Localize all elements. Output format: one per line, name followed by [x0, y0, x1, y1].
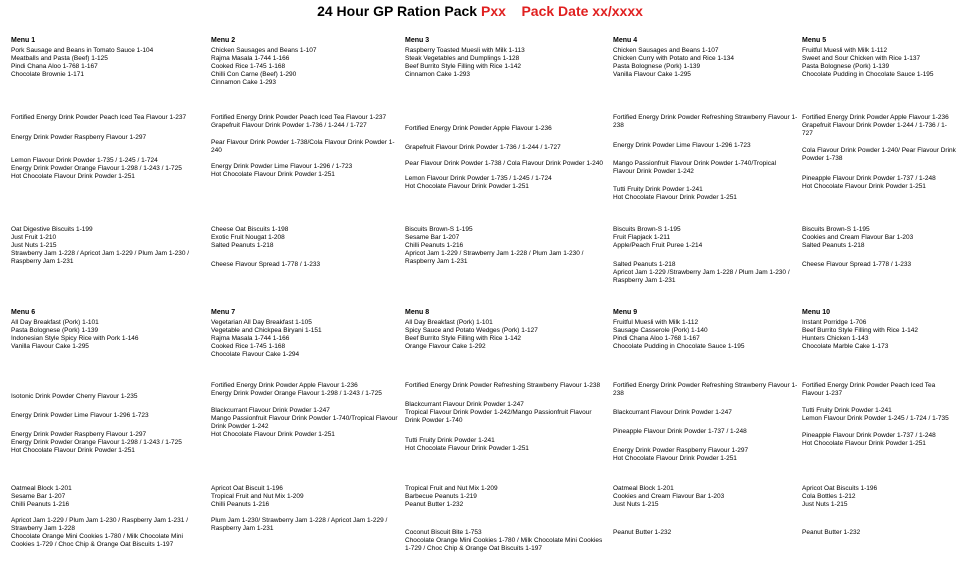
item: Tutti Fruity Drink Powder 1-241 [613, 186, 703, 193]
item: Lemon Flavour Drink Powder 1-735 / 1-245 / 1-724 [11, 157, 158, 164]
item: Fortified Energy Drink Powder Peach Iced Tea Flavour 1-237 [211, 114, 387, 121]
menu-2 [211, 36, 401, 268]
menu-9 [613, 308, 798, 536]
meals-section [11, 319, 201, 351]
menu-title: Menu 7 [211, 309, 236, 316]
item: Chilli Con Carne (Beef) 1-290 [211, 71, 297, 78]
menu-title: Menu 2 [211, 37, 236, 44]
item: Just Fruit 1-210 [11, 234, 57, 241]
item: Hot Chocolate Flavour Drink Powder 1-251 [802, 440, 926, 447]
item: Energy Drink Powder Raspberry Flavour 1-297 [11, 134, 147, 141]
menu-title: Menu 3 [405, 37, 430, 44]
menu-7 [211, 308, 401, 532]
item: Chicken Sausages and Beans 1-107 [613, 47, 719, 54]
item: Tropical Fruit and Nut Mix 1-209 [211, 493, 304, 500]
item: Orange Flavour Cake 1-292 [405, 343, 486, 350]
item: Chocolate Flavour Cake 1-294 [211, 351, 300, 358]
menu-title: Menu 5 [802, 37, 827, 44]
item: Tropical Flavour Drink Powder 1-242/Mango Passionfruit Flavour Drink Powder 1-740 [405, 409, 592, 424]
item: Isotonic Drink Powder Cherry Flavour 1-235 [11, 393, 138, 400]
drinks-section [405, 125, 605, 191]
item: Chocolate Brownie 1-171 [11, 71, 84, 78]
item: Chilli Peanuts 1-216 [405, 242, 464, 249]
menu-3 [405, 36, 605, 265]
item: Sesame Bar 1-207 [405, 234, 460, 241]
item: Cinnamon Cake 1-293 [405, 71, 471, 78]
item: Hot Chocolate Flavour Drink Powder 1-251 [11, 447, 135, 454]
item: Vegetable and Chickpea Biryani 1-151 [211, 327, 322, 334]
item: Energy Drink Powder Orange Flavour 1-298 / 1-243 / 1-725 [211, 390, 382, 397]
item: Chicken Sausages and Beans 1-107 [211, 47, 317, 54]
menu-title: Menu 8 [405, 309, 430, 316]
item: Apricot Jam 1-229 / Strawberry Jam 1-228 / Plum Jam 1-230 / Raspberry Jam 1-231 [405, 250, 584, 265]
item: Hot Chocolate Flavour Drink Powder 1-251 [613, 194, 737, 201]
item: Steak Vegetables and Dumplings 1-128 [405, 55, 520, 62]
item: All Day Breakfast (Pork) 1-101 [11, 319, 99, 326]
item: Indonesian Style Spicy Rice with Pork 1-146 [11, 335, 139, 342]
item: Grapefruit Flavour Drink Powder 1-736 / 1-244 / 1-727 [211, 122, 367, 129]
item: Hot Chocolate Flavour Drink Powder 1-251 [802, 183, 926, 190]
item: Cooked Rice 1-745 1-168 [211, 343, 286, 350]
item: Just Nuts 1-215 [613, 501, 659, 508]
meals-section [613, 319, 798, 351]
menu-8 [405, 308, 605, 552]
item: Rajma Masala 1-744 1-166 [211, 335, 290, 342]
item: Grapefruit Flavour Drink Powder 1-736 / 1-244 / 1-727 [405, 144, 561, 151]
item: Lemon Flavour Drink Powder 1-735 / 1-245 / 1-724 [405, 175, 552, 182]
item: Just Nuts 1-215 [802, 501, 848, 508]
item: Peanut Butter 1-232 [613, 529, 672, 536]
meals-section [802, 319, 957, 351]
item: Cola Flavour Drink Powder 1-240/ Pear Flavour Drink Powder 1-738 [802, 147, 956, 162]
item: Cinnamon Cake 1-293 [211, 79, 277, 86]
item: Oat Digestive Biscuits 1-199 [11, 226, 93, 233]
snacks-section [11, 485, 201, 549]
item: Chicken Curry with Potato and Rice 1-134 [613, 55, 735, 62]
item: Barbecue Peanuts 1-219 [405, 493, 477, 500]
drinks-section [613, 382, 798, 463]
item: Fortified Energy Drink Powder Refreshing Strawberry Flavour 1-238 [405, 382, 601, 389]
item: Hot Chocolate Flavour Drink Powder 1-251 [405, 445, 529, 452]
drinks-section [211, 114, 401, 179]
item: Cola Bottles 1-212 [802, 493, 856, 500]
item: Salted Peanuts 1-218 [802, 242, 865, 249]
item: Fruitful Muesli with Milk 1-112 [613, 319, 699, 326]
item: Salted Peanuts 1-218 [613, 261, 676, 268]
item: Spicy Sauce and Potato Wedges (Pork) 1-127 [405, 327, 538, 334]
item: Meatballs and Pasta (Beef) 1-125 [11, 55, 108, 62]
item: Tutti Fruity Drink Powder 1-241 [802, 407, 892, 414]
item: Just Nuts 1-215 [11, 242, 57, 249]
drinks-section [802, 114, 957, 191]
item: Fortified Energy Drink Powder Peach Iced Tea Flavour 1-237 [802, 382, 936, 397]
item: Energy Drink Powder Lime Flavour 1-296 1-723 [613, 142, 751, 149]
item: Cooked Rice 1-745 1-168 [211, 63, 286, 70]
item: Pear Flavour Drink Powder 1-738/Cola Flavour Drink Powder 1-240 [211, 139, 395, 154]
menu-title: Menu 6 [11, 309, 36, 316]
menu-4 [613, 36, 798, 284]
item: Mango Passionfruit Flavour Drink Powder 1-740/Tropical Flavour Drink Powder 1-242 [211, 415, 398, 430]
item: Energy Drink Powder Lime Flavour 1-296 1-723 [11, 412, 149, 419]
item: Apricot Oat Biscuits 1-196 [802, 485, 878, 492]
drinks-section [802, 382, 957, 448]
item: Blackcurrant Flavour Drink Powder 1-247 [405, 401, 524, 408]
item: Fortified Energy Drink Powder Refreshing Strawberry Flavour 1-238 [613, 382, 798, 397]
item: Sausage Casserole (Pork) 1-140 [613, 327, 708, 334]
item: Beef Burrito Style Filling with Rice 1-142 [802, 327, 918, 334]
item: Vanilla Flavour Cake 1-295 [11, 343, 89, 350]
meals-section [613, 47, 798, 79]
item: Oatmeal Block 1-201 [613, 485, 674, 492]
item: Mango Passionfruit Flavour Drink Powder 1-740/Tropical Flavour Drink Powder 1-242 [613, 160, 777, 175]
snacks-section [405, 485, 605, 553]
menu-10 [802, 308, 957, 536]
item: Biscuits Brown-S 1-195 [802, 226, 870, 233]
drinks-section [211, 382, 401, 439]
item: Pineapple Flavour Drink Powder 1-737 / 1-248 [613, 428, 747, 435]
menu-title: Menu 10 [802, 309, 831, 316]
item: Rajma Masala 1-744 1-166 [211, 55, 290, 62]
item: Chilli Peanuts 1-216 [11, 501, 70, 508]
item: Pork Sausage and Beans in Tomato Sauce 1-104 [11, 47, 154, 54]
item: Hunters Chicken 1-143 [802, 335, 869, 342]
item: Exotic Fruit Nougat 1-208 [211, 234, 285, 241]
item: Chocolate Pudding in Chocolate Sauce 1-195 [613, 343, 745, 350]
meals-section [405, 319, 605, 351]
snacks-section [11, 226, 201, 266]
item: Salted Peanuts 1-218 [211, 242, 274, 249]
meals-section [211, 319, 401, 359]
page-title [0, 2, 960, 20]
drinks-section [11, 114, 201, 181]
item: Apricot Jam 1-229 / Plum Jam 1-230 / Raspberry Jam 1-231 / Strawberry Jam 1-228 [11, 517, 189, 532]
snacks-section [613, 485, 798, 537]
item: Fortified Energy Drink Powder Peach Iced Tea Flavour 1-237 [11, 114, 187, 121]
snacks-section [211, 485, 401, 533]
item: Peanut Butter 1-232 [405, 501, 464, 508]
item: Pindi Chana Aloo 1-768 1-167 [11, 63, 98, 70]
menu-title: Menu 9 [613, 309, 638, 316]
pack-date: Pack Date xx/xxxx [521, 3, 643, 19]
snacks-section [211, 226, 401, 269]
item: Pasta Bolognese (Pork) 1-139 [11, 327, 99, 334]
item: Strawberry Jam 1-228 / Apricot Jam 1-229 / Plum Jam 1-230 / Raspberry Jam 1-231 [11, 250, 190, 265]
item: Hot Chocolate Flavour Drink Powder 1-251 [211, 431, 335, 438]
item: Oatmeal Block 1-201 [11, 485, 72, 492]
item: Beef Burrito Style Filling with Rice 1-142 [405, 63, 521, 70]
meals-section [11, 47, 201, 79]
menu-title: Menu 4 [613, 37, 638, 44]
item: Fruitful Muesli with Milk 1-112 [802, 47, 888, 54]
snacks-section [613, 226, 798, 285]
item: Chilli Peanuts 1-216 [211, 501, 270, 508]
title-text: 24 Hour GP Ration Pack [317, 3, 478, 19]
item: Apple/Peach Fruit Puree 1-214 [613, 242, 703, 249]
item: Energy Drink Powder Lime Flavour 1-296 / 1-723 [211, 163, 353, 170]
item: Fortified Energy Drink Powder Apple Flavour 1-236 [802, 114, 949, 121]
item: Apricot Jam 1-229 /Strawberry Jam 1-228 / Plum Jam 1-230 / Raspberry Jam 1-231 [613, 269, 790, 284]
item: Tutti Fruity Drink Powder 1-241 [405, 437, 495, 444]
drinks-section [613, 114, 798, 202]
item: Beef Burrito Style Filling with Rice 1-142 [405, 335, 521, 342]
menu-5 [802, 36, 957, 268]
item: Sesame Bar 1-207 [11, 493, 66, 500]
item: Cheese Oat Biscuits 1-198 [211, 226, 289, 233]
item: Chocolate Orange Mini Cookies 1-780 / Milk Chocolate Mini Cookies 1-729 / Choc Chip & Orange Oat Biscuits 1-197 [405, 537, 603, 552]
item: Chocolate Orange Mini Cookies 1-780 / Milk Chocolate Mini Cookies 1-729 / Choc Chip & Orange Oat Biscuits 1-197 [11, 533, 183, 548]
item: Sweet and Sour Chicken with Rice 1-137 [802, 55, 921, 62]
item: Peanut Butter 1-232 [802, 529, 861, 536]
item: Hot Chocolate Flavour Drink Powder 1-251 [405, 183, 529, 190]
item: Fortified Energy Drink Powder Apple Flavour 1-236 [405, 125, 552, 132]
item: Cookies and Cream Flavour Bar 1-203 [802, 234, 914, 241]
item: Pineapple Flavour Drink Powder 1-737 / 1-248 [802, 175, 936, 182]
item: Pasta Bolognese (Pork) 1-139 [802, 63, 890, 70]
item: Grapefruit Flavour Drink Powder 1-244 / 1-736 / 1-727 [802, 122, 947, 137]
item: Pindi Chana Aloo 1-768 1-167 [613, 335, 700, 342]
drinks-section [405, 382, 605, 453]
item: Biscuits Brown-S 1-195 [405, 226, 473, 233]
item: Blackcurrant Flavour Drink Powder 1-247 [211, 407, 330, 414]
pack-code: Pxx [480, 3, 506, 19]
item: Hot Chocolate Flavour Drink Powder 1-251 [613, 455, 737, 462]
item: Cheese Flavour Spread 1-778 / 1-233 [211, 261, 321, 268]
item: Energy Drink Powder Raspberry Flavour 1-297 [11, 431, 147, 438]
item: All Day Breakfast (Pork) 1-101 [405, 319, 493, 326]
item: Pasta Bolognese (Pork) 1-139 [613, 63, 701, 70]
item: Fortified Energy Drink Powder Refreshing Strawberry Flavour 1-238 [613, 114, 798, 129]
item: Coconut Biscuit Bite 1-753 [405, 529, 482, 536]
snacks-section [802, 226, 957, 269]
item: Pear Flavour Drink Powder 1-738 / Cola Flavour Drink Powder 1-240 [405, 160, 603, 167]
item: Vegetarian All Day Breakfast 1-105 [211, 319, 312, 326]
item: Instant Porridge 1-706 [802, 319, 867, 326]
item: Hot Chocolate Flavour Drink Powder 1-251 [211, 171, 335, 178]
item: Chocolate Marble Cake 1-173 [802, 343, 889, 350]
item: Energy Drink Powder Raspberry Flavour 1-297 [613, 447, 749, 454]
item: Pineapple Flavour Drink Powder 1-737 / 1-248 [802, 432, 936, 439]
item: Plum Jam 1-230/ Strawberry Jam 1-228 / Apricot Jam 1-229 / Raspberry Jam 1-231 [211, 517, 388, 532]
item: Cheese Flavour Spread 1-778 / 1-233 [802, 261, 912, 268]
meals-section [802, 47, 957, 79]
drinks-section [11, 393, 201, 455]
item: Biscuits Brown-S 1-195 [613, 226, 681, 233]
item: Chocolate Pudding in Chocolate Sauce 1-195 [802, 71, 934, 78]
item: Blackcurrant Flavour Drink Powder 1-247 [613, 409, 732, 416]
meals-section [211, 47, 401, 87]
snacks-section [405, 226, 605, 266]
item: Hot Chocolate Flavour Drink Powder 1-251 [11, 173, 135, 180]
menu-title: Menu 1 [11, 37, 36, 44]
menu-1 [11, 36, 201, 265]
meals-section [405, 47, 605, 79]
item: Lemon Flavour Drink Powder 1-245 / 1-724 / 1-735 [802, 415, 949, 422]
item: Fruit Flapjack 1-211 [613, 234, 670, 241]
item: Fortified Energy Drink Powder Apple Flavour 1-236 [211, 382, 358, 389]
item: Raspberry Toasted Muesli with Milk 1-113 [405, 47, 525, 54]
item: Cookies and Cream Flavour Bar 1-203 [613, 493, 725, 500]
item: Energy Drink Powder Orange Flavour 1-298 / 1-243 / 1-725 [11, 165, 182, 172]
item: Tropical Fruit and Nut Mix 1-209 [405, 485, 498, 492]
item: Vanilla Flavour Cake 1-295 [613, 71, 691, 78]
item: Apricot Oat Biscuit 1-196 [211, 485, 283, 492]
menu-6 [11, 308, 201, 548]
snacks-section [802, 485, 957, 537]
item: Energy Drink Powder Orange Flavour 1-298 / 1-243 / 1-725 [11, 439, 182, 446]
